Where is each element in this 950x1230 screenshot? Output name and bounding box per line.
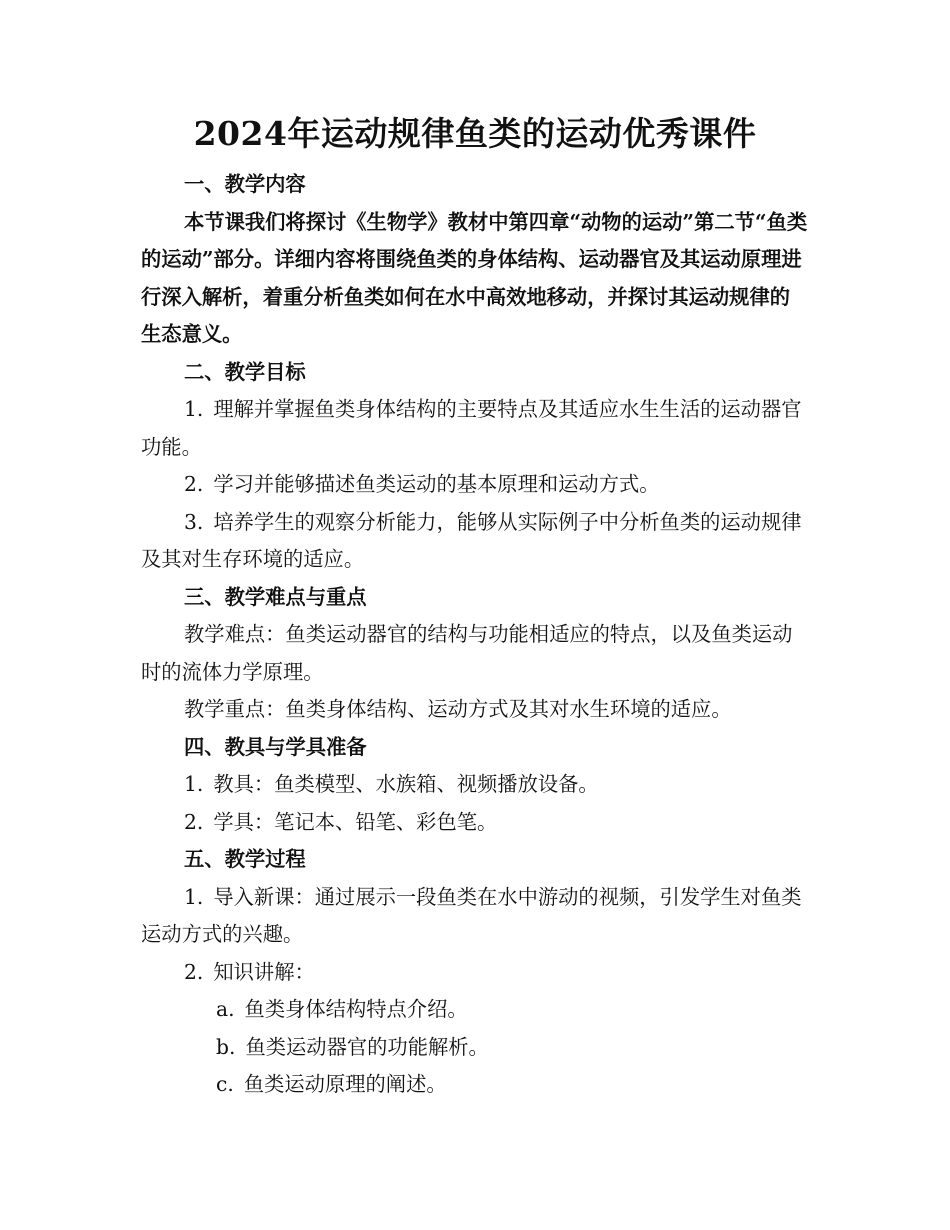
document-title: 2024年运动规律鱼类的运动优秀课件 [193,114,757,153]
list-item [141,804,809,842]
section-heading-content: 一、教学内容 [184,172,306,196]
list-item [141,466,809,504]
list-item-text: 教具：鱼类模型、水族箱、视频播放设备。 [213,772,599,796]
document-body [141,166,809,1104]
sub-list-item-letter: c. [216,1072,234,1096]
section-heading-materials: 四、教具与学具准备 [184,734,367,759]
sub-list-item [216,1029,809,1067]
difficulty-paragraph: 教学难点：鱼类运动器官的结构与功能相适应的特点，以及鱼类运动时的流体力学原理。 [141,622,793,684]
sub-list-item-text: 鱼类运动原理的阐述。 [243,1072,447,1096]
list-item [141,766,809,804]
list-item-number: 1. [184,884,204,909]
section-heading-process: 五、教学过程 [184,847,306,871]
list-item-number: 2. [184,472,204,496]
sub-list-item-text: 鱼类身体结构特点介绍。 [244,997,468,1021]
sub-list-item [216,1066,809,1104]
list-item [141,391,809,466]
sub-list-item-text: 鱼类运动器官的功能解析。 [245,1034,489,1059]
list-item-number: 2. [184,959,204,984]
section-heading-difficulties: 三、教学难点与重点 [184,584,367,609]
list-item-number: 1. [184,397,204,421]
list-item [141,954,809,992]
list-item [141,879,809,954]
list-item-text: 学习并能够描述鱼类运动的基本原理和运动方式。 [213,472,660,496]
key-point-paragraph: 教学重点：鱼类身体结构、运动方式及其对水生环境的适应。 [184,697,732,721]
section-content-paragraph: 本节课我们将探讨《生物学》教材中第四章“动物的运动”第二节“鱼类的运动”部分。详细内容将围绕鱼类的身体结构、运动器官及其运动原理进行深入解析，着重分析鱼类如何在水中高效地移动，并探讨其运动规律的生态意义。 [141,209,808,346]
list-item-number: 2. [184,809,204,834]
list-item-number: 1. [184,772,204,796]
sub-list-item [216,991,809,1029]
sub-list-item-letter: a. [216,997,235,1021]
list-item-text: 培养学生的观察分析能力，能够从实际例子中分析鱼类的运动规律及其对生存环境的适应。 [141,509,802,571]
list-item-text: 知识讲解： [213,959,315,984]
section-heading-objectives: 二、教学目标 [184,359,306,384]
sub-list-item-letter: b. [216,1034,236,1059]
list-item-text: 理解并掌握鱼类身体结构的主要特点及其适应水生生活的运动器官功能。 [141,397,802,459]
list-item-text: 学具：笔记本、铅笔、彩色笔。 [213,809,498,834]
list-item-number: 3. [184,509,204,534]
list-item-text: 导入新课：通过展示一段鱼类在水中游动的视频，引发学生对鱼类运动方式的兴趣。 [141,884,802,946]
list-item [141,504,809,579]
